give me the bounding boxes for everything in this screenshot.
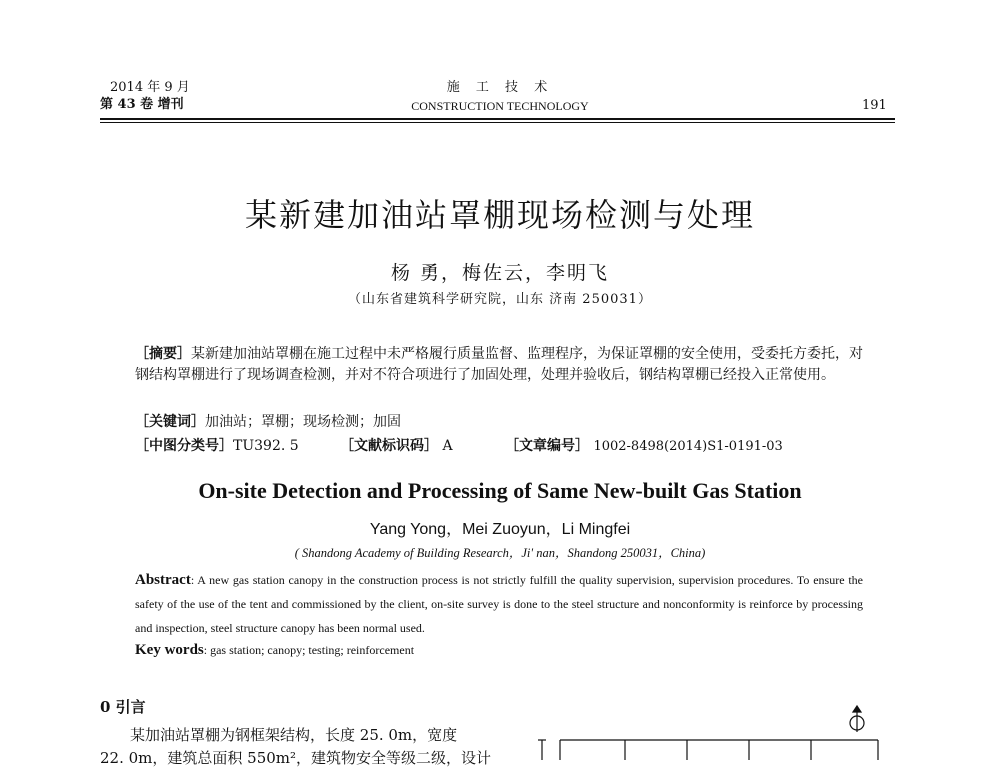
article-number-label: ［文章编号］	[505, 438, 589, 454]
keywords-cn-label: ［关键词］	[135, 414, 205, 430]
doc-code-label: ［文献标识码］	[340, 438, 438, 454]
document-code	[340, 436, 453, 456]
issue-date: 2014 年 9 月	[110, 80, 190, 95]
keywords-en	[135, 642, 414, 659]
article-number-value: 1002-8498(2014)S1-0191-03	[593, 439, 783, 454]
doc-code-value: A	[442, 438, 453, 454]
article-number	[505, 436, 783, 457]
keywords-en-label: Key words	[135, 642, 204, 658]
clc-value: TU392. 5	[233, 438, 299, 454]
abstract-cn-text: 某新建加油站罩棚在施工过程中未严格履行质量监督、监理程序，为保证罩棚的安全使用，受委托方委托，对钢结构罩棚进行了现场调查检测，并对不符合项进行了加固处理，处理并验收后，钢结构罩棚已经投入正常使用。	[135, 346, 863, 383]
article-title-en: On-site Detection and Processing of Same New-built Gas Station	[198, 478, 802, 503]
abstract-en-text: : A new gas station canopy in the construction process is not strictly fulfill the quality supervision, supervision procedures. To ensure the safety of the use of the tent and commissioned by the client, on-site survey is done to the steel structure and nonconformity is reinforce by processing and inspection, steel structure canopy has been normal used.	[135, 573, 863, 635]
affiliation-en: ( Shandong Academy of Building Research，Ji' nan，Shandong 250031，China)	[294, 546, 706, 560]
volume-info: 第 43 卷 增刊	[100, 97, 184, 112]
abstract-cn-label: ［摘要］	[135, 346, 191, 362]
header-rule-thin	[100, 122, 895, 123]
clc-number	[135, 436, 299, 456]
abstract-cn	[135, 344, 863, 386]
body-line: 某加油站罩棚为钢框架结构，长度 25. 0m，宽度	[130, 726, 458, 744]
north-arrow-icon	[850, 706, 864, 732]
keywords-cn-text: 加油站；罩棚；现场检测；加固	[205, 414, 401, 430]
header-rule-thick	[100, 118, 895, 120]
page-number: 191	[862, 98, 887, 113]
body-paragraph	[100, 724, 500, 770]
journal-name-cn: 施 工 技 术	[446, 80, 554, 95]
abstract-en	[135, 568, 863, 640]
section-heading-introduction: 0 引言	[100, 698, 146, 716]
keywords-cn	[135, 412, 401, 432]
structure-plan-figure	[530, 700, 890, 760]
article-title-cn: 某新建加油站罩棚现场检测与处理	[244, 196, 755, 234]
authors-en: Yang Yong，Mei Zuoyun，Li Mingfei	[369, 521, 631, 538]
clc-label: ［中图分类号］	[135, 438, 233, 454]
affiliation-cn: （山东省建筑科学研究院，山东 济南 250031）	[348, 292, 652, 307]
body-line: 22. 0m，建筑总面积 550m²，建筑物安全等级二级，设计	[100, 749, 492, 767]
authors-cn: 杨 勇，梅佐云，李明飞	[390, 262, 610, 284]
abstract-en-label: Abstract	[135, 572, 191, 588]
structure-grid	[538, 740, 878, 760]
keywords-en-text: : gas station; canopy; testing; reinforcement	[203, 643, 415, 657]
journal-name-en: CONSTRUCTION TECHNOLOGY	[411, 99, 589, 113]
